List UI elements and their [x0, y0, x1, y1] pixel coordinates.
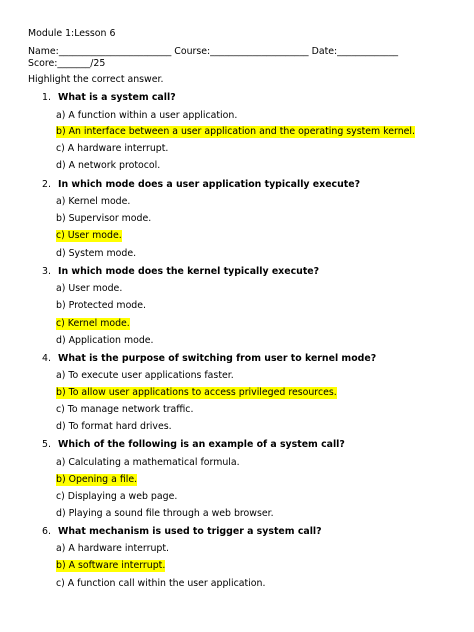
q5-option-a: a) Calculating a mathematical formula. — [56, 457, 240, 468]
question-number: 4. — [42, 353, 51, 364]
q4-option-c: c) To manage network traffic. — [56, 404, 194, 415]
question-text: In which mode does the kernel typically execute? — [58, 266, 320, 277]
question-3 — [42, 266, 319, 278]
question-text: In which mode does a user application typically execute? — [58, 179, 361, 190]
q4-option-d: d) To format hard drives. — [56, 421, 172, 432]
question-text: What is a system call? — [58, 92, 176, 103]
q1-option-c: c) A hardware interrupt. — [56, 143, 169, 154]
q1-option-a: a) A function within a user application. — [56, 110, 238, 121]
q3-option-b: b) Protected mode. — [56, 300, 147, 311]
question-number: 6. — [42, 526, 51, 537]
question-text: What mechanism is used to trigger a system call? — [58, 526, 322, 537]
instruction: Highlight the correct answer. — [28, 74, 164, 85]
question-6 — [42, 526, 322, 538]
question-number: 1. — [42, 92, 51, 103]
question-number: 3. — [42, 266, 51, 277]
q2-option-b: b) Supervisor mode. — [56, 213, 152, 224]
q3-option-c-highlighted: c) Kernel mode. — [56, 318, 130, 329]
score-line: Score:_______/25 — [28, 58, 106, 69]
q1-option-b-highlighted: b) An interface between a user application and the operating system kernel. — [56, 126, 415, 137]
question-1 — [42, 92, 176, 104]
module-title: Module 1:Lesson 6 — [28, 28, 116, 39]
question-number: 2. — [42, 179, 51, 190]
q6-option-b-highlighted: b) A software interrupt. — [56, 560, 166, 571]
q3-option-d: d) Application mode. — [56, 335, 154, 346]
question-text: Which of the following is an example of a system call? — [58, 439, 345, 450]
q6-option-c: c) A function call within the user application. — [56, 578, 266, 589]
q1-option-d: d) A network protocol. — [56, 160, 161, 171]
question-4 — [42, 353, 376, 365]
name-course-date-line: Name:________________________ Course:_____________________ Date:_____________ — [28, 46, 399, 57]
question-text: What is the purpose of switching from user to kernel mode? — [58, 353, 377, 364]
q3-option-a: a) User mode. — [56, 283, 123, 294]
q5-option-d: d) Playing a sound file through a web browser. — [56, 508, 274, 519]
q5-option-c: c) Displaying a web page. — [56, 491, 178, 502]
q2-option-d: d) System mode. — [56, 248, 137, 259]
q2-option-c-highlighted: c) User mode. — [56, 230, 122, 241]
question-5 — [42, 439, 345, 451]
question-2 — [42, 179, 360, 191]
q4-option-a: a) To execute user applications faster. — [56, 370, 234, 381]
q4-option-b-highlighted: b) To allow user applications to access privileged resources. — [56, 387, 337, 398]
question-number: 5. — [42, 439, 51, 450]
q2-option-a: a) Kernel mode. — [56, 196, 131, 207]
q5-option-b-highlighted: b) Opening a file. — [56, 474, 138, 485]
q6-option-a: a) A hardware interrupt. — [56, 543, 169, 554]
